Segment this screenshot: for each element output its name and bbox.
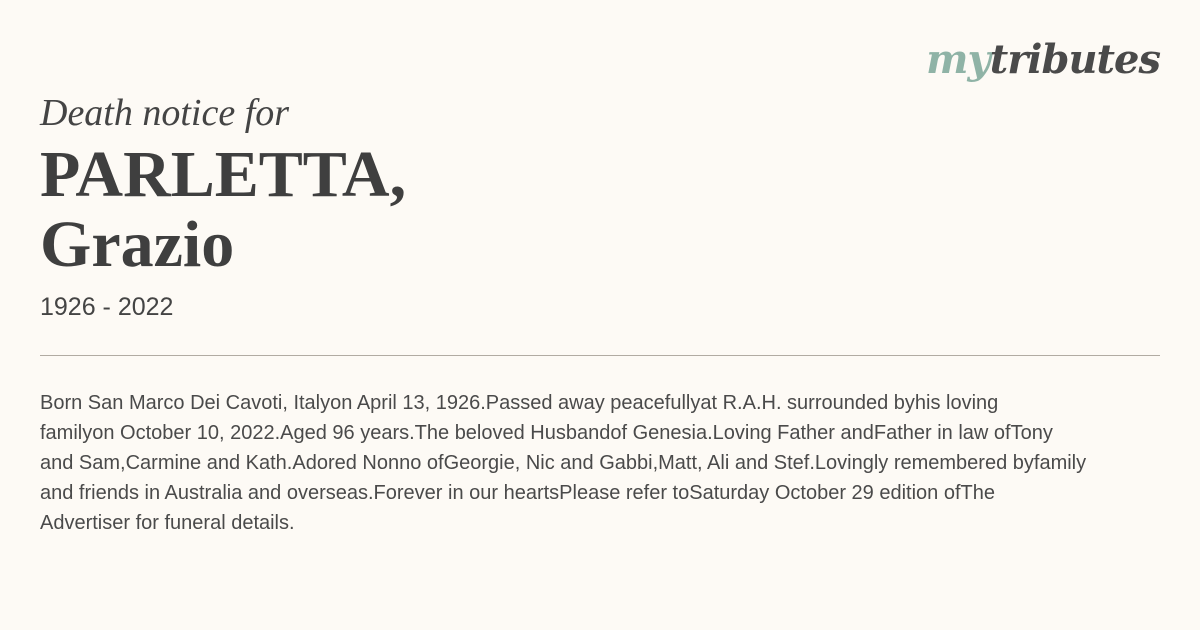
notice-body-line: and friends in Australia and overseas.Forever in our heartsPlease refer toSaturday October 29 edition ofThe bbox=[40, 482, 995, 504]
deceased-given-name: Grazio bbox=[40, 208, 235, 281]
notice-body-line: and Sam,Carmine and Kath.Adored Nonno ofGeorgie, Nic and Gabbi,Matt, Ali and Stef.Lovingly remembered byfamily bbox=[40, 452, 1087, 474]
deceased-surname: PARLETTA, bbox=[40, 138, 407, 211]
notice-body-line: Born San Marco Dei Cavoti, Italyon April 13, 1926.Passed away peacefullyat R.A.H. surrounded byhis loving bbox=[40, 392, 999, 414]
logo-my: my bbox=[926, 36, 990, 83]
deceased-name bbox=[40, 140, 740, 280]
notice-body-line: Advertiser for funeral details. bbox=[40, 512, 295, 534]
notice-body-line: familyon October 10, 2022.Aged 96 years.The beloved Husbandof Genesia.Loving Father andFather in law ofTony bbox=[40, 422, 1053, 444]
notice-kicker: Death notice for bbox=[40, 92, 290, 134]
divider bbox=[40, 355, 1160, 356]
life-years: 1926 - 2022 bbox=[40, 293, 174, 321]
notice-body bbox=[40, 388, 1200, 538]
mytributes-logo[interactable] bbox=[926, 32, 1160, 88]
logo-tributes: tributes bbox=[989, 36, 1160, 83]
